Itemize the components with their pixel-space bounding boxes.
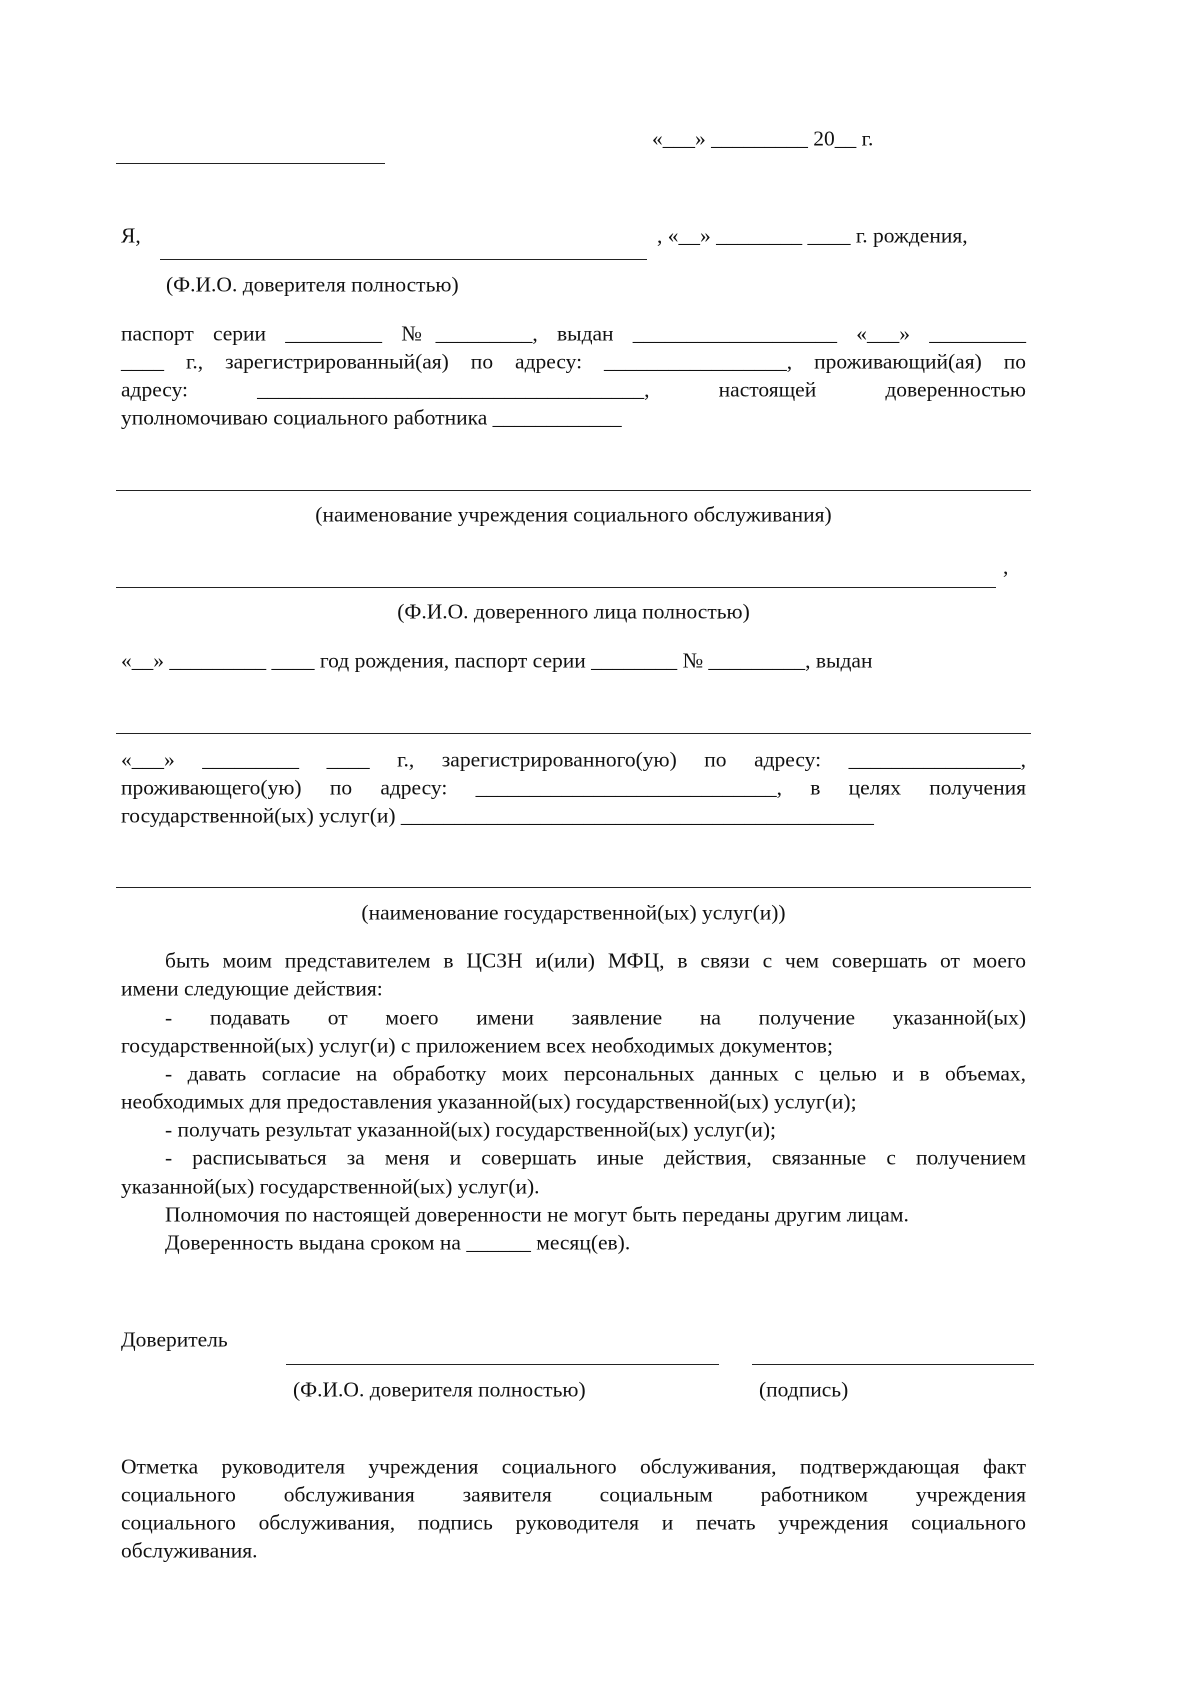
body-p3: Доверенность выдана сроком на ______ месяц(ев). [165,1230,631,1255]
signature-sign-line [752,1364,1034,1365]
signature-sign-caption: (подпись) [759,1377,849,1402]
body-p2: Полномочия по настоящей доверенности не могут быть переданы другим лицам. [165,1202,909,1227]
date-line: «___» _________ 20__ г. [652,126,874,151]
signature-name-caption: (Ф.И.О. доверителя полностью) [293,1377,586,1402]
trustee-comma: , [1003,554,1009,579]
institution-caption: (наименование учреждения социального обслуживания) [315,502,832,527]
bullet-1-line-2: государственной(ых) услуг(и) с приложением всех необходимых документов; [121,1033,833,1058]
bullet-4-line-2: указанной(ых) государственной(ых) услуг(и). [121,1174,540,1199]
service-line [116,887,1031,888]
institution-line [116,490,1031,491]
grantor-birth-date: , «__» ________ ____ г. рождения, [657,223,968,248]
passport-line-4: уполномочиваю социального работника ____________ [121,405,622,430]
trustee-address-line-1: «___» _________ ____ г., зарегистрированного(ую) по адресу: ________________, [121,747,1026,772]
place-blank-line [116,163,385,164]
trustee-caption: (Ф.И.О. доверенного лица полностью) [397,599,750,624]
footer-line-2: социального обслуживания заявителя социальным работником учреждения [121,1482,1026,1507]
bullet-2-line-2: необходимых для предоставления указанной(ых) государственной(ых) услуг(и); [121,1089,857,1114]
grantor-prefix: Я, [121,223,141,248]
bullet-2-line-1: - давать согласие на обработку моих персональных данных с целью и в объемах, [165,1061,1026,1086]
trustee-issued-line [116,733,1031,734]
trustee-passport-line: «__» _________ ____ год рождения, паспорт серии ________ № _________, выдан [121,648,873,673]
bullet-1-line-1: - подавать от моего имени заявление на получение указанной(ых) [165,1005,1026,1030]
body-p1-line-2: имени следующие действия: [121,976,383,1001]
footer-line-3: социального обслуживания, подпись руководителя и печать учреждения социального [121,1510,1026,1535]
trustee-name-line [116,587,996,588]
grantor-caption: (Ф.И.О. доверителя полностью) [166,272,459,297]
signature-label: Доверитель [121,1327,228,1352]
trustee-address-line-3: государственной(ых) услуг(и) ____________________________________________ [121,803,874,828]
body-p1-line-1: быть моим представителем в ЦСЗН и(или) МФЦ, в связи с чем совершать от моего [165,948,1026,973]
footer-line-4: обслуживания. [121,1538,258,1563]
passport-line-1: паспорт серии _________ №_________, выдан ___________________ «___» _________ [121,321,1026,346]
bullet-3: - получать результат указанной(ых) государственной(ых) услуг(и); [165,1117,777,1142]
footer-line-1: Отметка руководителя учреждения социального обслуживания, подтверждающая факт [121,1454,1026,1479]
signature-name-line [286,1364,719,1365]
grantor-name-line [160,259,647,260]
trustee-address-line-2: проживающего(ую) по адресу: ____________________________, в целях получения [121,775,1026,800]
service-caption: (наименование государственной(ых) услуг(и)) [361,900,786,925]
passport-line-3: адресу: ____________________________________, настоящей доверенностью [121,377,1026,402]
bullet-4-line-1: - расписываться за меня и совершать иные действия, связанные с получением [165,1145,1026,1170]
passport-line-2: ____ г., зарегистрированный(ая) по адресу: _________________, проживающий(ая) по [121,349,1026,374]
